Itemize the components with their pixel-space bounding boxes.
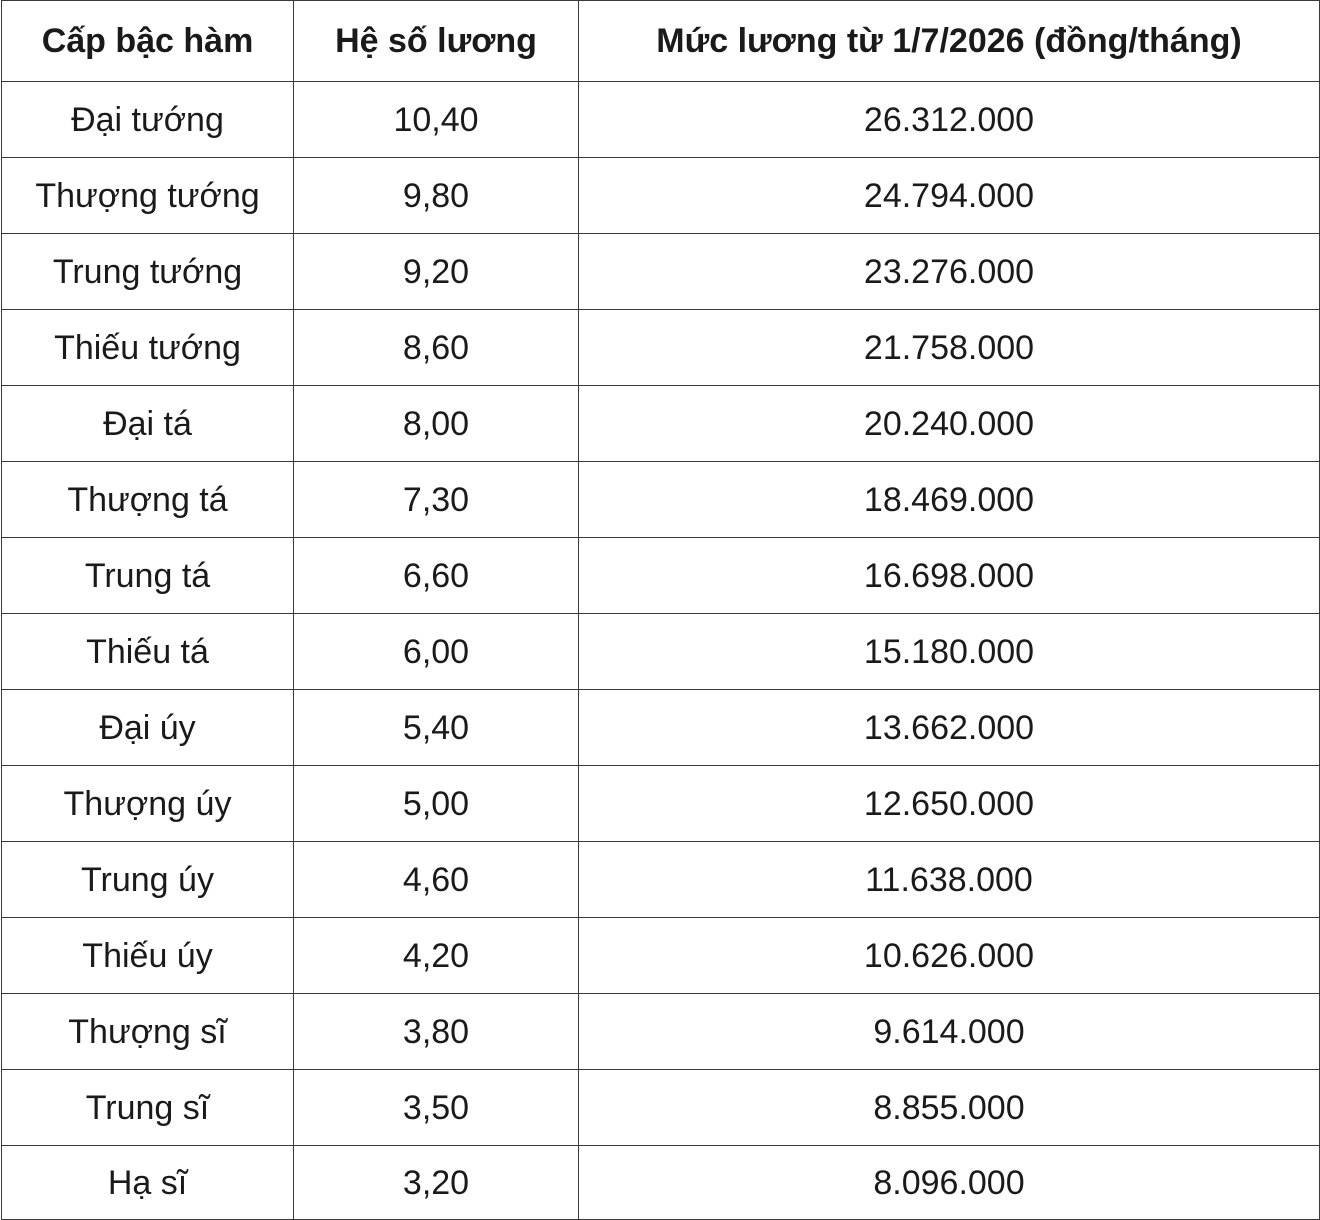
- coefficient-cell: 3,80: [294, 994, 579, 1070]
- rank-cell: Đại tá: [2, 386, 294, 462]
- rank-cell: Trung sĩ: [2, 1070, 294, 1146]
- header-coefficient: Hệ số lương: [294, 1, 579, 82]
- coefficient-cell: 7,30: [294, 462, 579, 538]
- coefficient-cell: 4,20: [294, 918, 579, 994]
- salary-cell: 18.469.000: [579, 462, 1320, 538]
- rank-cell: Thiếu tướng: [2, 310, 294, 386]
- salary-cell: 8.855.000: [579, 1070, 1320, 1146]
- table-row: [2, 766, 1320, 842]
- rank-cell: Đại tướng: [2, 82, 294, 158]
- coefficient-cell: 9,20: [294, 234, 579, 310]
- table-row: [2, 234, 1320, 310]
- rank-cell: Thượng tướng: [2, 158, 294, 234]
- table-row: [2, 994, 1320, 1070]
- rank-cell: Trung tướng: [2, 234, 294, 310]
- coefficient-cell: 6,60: [294, 538, 579, 614]
- rank-cell: Đại úy: [2, 690, 294, 766]
- coefficient-cell: 5,40: [294, 690, 579, 766]
- rank-cell: Hạ sĩ: [2, 1146, 294, 1220]
- header-row: [2, 1, 1320, 82]
- coefficient-cell: 8,00: [294, 386, 579, 462]
- table-row: [2, 1146, 1320, 1220]
- table-row: [2, 918, 1320, 994]
- salary-cell: 12.650.000: [579, 766, 1320, 842]
- salary-cell: 16.698.000: [579, 538, 1320, 614]
- table-row: [2, 690, 1320, 766]
- coefficient-cell: 3,20: [294, 1146, 579, 1220]
- coefficient-cell: 4,60: [294, 842, 579, 918]
- table-row: [2, 538, 1320, 614]
- salary-cell: 8.096.000: [579, 1146, 1320, 1220]
- header-rank: Cấp bậc hàm: [2, 1, 294, 82]
- rank-cell: Trung tá: [2, 538, 294, 614]
- rank-cell: Thiếu úy: [2, 918, 294, 994]
- salary-cell: 20.240.000: [579, 386, 1320, 462]
- coefficient-cell: 6,00: [294, 614, 579, 690]
- table-row: [2, 842, 1320, 918]
- coefficient-cell: 10,40: [294, 82, 579, 158]
- rank-cell: Thiếu tá: [2, 614, 294, 690]
- salary-cell: 26.312.000: [579, 82, 1320, 158]
- table-row: [2, 82, 1320, 158]
- coefficient-cell: 9,80: [294, 158, 579, 234]
- table-row: [2, 310, 1320, 386]
- salary-cell: 13.662.000: [579, 690, 1320, 766]
- table-row: [2, 462, 1320, 538]
- coefficient-cell: 8,60: [294, 310, 579, 386]
- header-salary: Mức lương từ 1/7/2026 (đồng/tháng): [579, 1, 1320, 82]
- table-row: [2, 386, 1320, 462]
- salary-cell: 23.276.000: [579, 234, 1320, 310]
- rank-cell: Thượng úy: [2, 766, 294, 842]
- salary-cell: 10.626.000: [579, 918, 1320, 994]
- rank-cell: Thượng tá: [2, 462, 294, 538]
- table-row: [2, 158, 1320, 234]
- table-row: [2, 1070, 1320, 1146]
- rank-cell: Trung úy: [2, 842, 294, 918]
- table-row: [2, 614, 1320, 690]
- rank-cell: Thượng sĩ: [2, 994, 294, 1070]
- coefficient-cell: 3,50: [294, 1070, 579, 1146]
- salary-cell: 11.638.000: [579, 842, 1320, 918]
- salary-table: [1, 0, 1320, 1220]
- coefficient-cell: 5,00: [294, 766, 579, 842]
- salary-cell: 15.180.000: [579, 614, 1320, 690]
- salary-cell: 24.794.000: [579, 158, 1320, 234]
- salary-cell: 9.614.000: [579, 994, 1320, 1070]
- salary-cell: 21.758.000: [579, 310, 1320, 386]
